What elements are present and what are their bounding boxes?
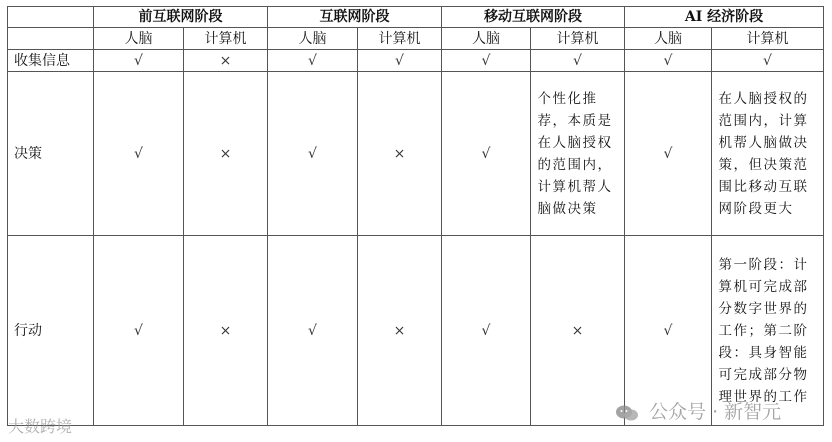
mark-cell: √ [442, 50, 531, 72]
mark-cell: × [531, 236, 625, 426]
mark-cell: √ [268, 50, 358, 72]
mark-cell: √ [358, 50, 442, 72]
text-cell [712, 72, 824, 236]
mark-cell: √ [531, 50, 625, 72]
corner-cell [8, 7, 94, 28]
mark-cell: × [184, 236, 268, 426]
stage-header: 移动互联网阶段 [442, 7, 625, 28]
stage-header: 前互联网阶段 [94, 7, 268, 28]
actor-header: 计算机 [531, 28, 625, 50]
mark-cell: √ [625, 50, 712, 72]
row-label: 收集信息 [8, 50, 94, 72]
mark-cell: √ [625, 236, 712, 426]
cell-paragraph: 第一阶段：计算机可完成部分数字世界的工作；第二阶段：具身智能可完成部分物理世界的工作 [718, 256, 809, 405]
watermark-left-text: 大数跨境 [8, 417, 73, 436]
mark-cell: √ [712, 50, 824, 72]
watermark-left [8, 414, 72, 437]
comparison-table [7, 6, 824, 426]
mark-cell: × [184, 50, 268, 72]
watermark-right-text: 公众号 · 新智元 [649, 401, 782, 423]
actor-header-row [8, 28, 824, 50]
actor-header: 人脑 [625, 28, 712, 50]
watermark-right [615, 397, 781, 424]
stage-header-row [8, 7, 824, 28]
cell-paragraph: 在人脑授权的范围内，计算机帮人脑做决策，但决策范围比移动互联网阶段更大 [718, 90, 809, 217]
stage-header: 互联网阶段 [268, 7, 442, 28]
mark-cell: √ [625, 72, 712, 236]
row-label: 决策 [8, 72, 94, 236]
actor-header: 计算机 [358, 28, 442, 50]
actor-header: 计算机 [184, 28, 268, 50]
mark-cell: √ [94, 50, 184, 72]
mark-cell: √ [442, 72, 531, 236]
table-row-collect [8, 50, 824, 72]
mark-cell: √ [442, 236, 531, 426]
mark-cell: × [358, 236, 442, 426]
actor-header: 人脑 [442, 28, 531, 50]
mark-cell: × [184, 72, 268, 236]
cell-paragraph: 个性化推荐，本质是在人脑授权的范围内，计算机帮人脑做决策 [537, 90, 613, 217]
wechat-icon [615, 404, 639, 422]
actor-header: 计算机 [712, 28, 824, 50]
mark-cell: × [358, 72, 442, 236]
mark-cell: √ [268, 72, 358, 236]
mark-cell: √ [268, 236, 358, 426]
stage-header: AI 经济阶段 [625, 7, 824, 28]
actor-header: 人脑 [268, 28, 358, 50]
actor-header: 人脑 [94, 28, 184, 50]
mark-cell: √ [94, 236, 184, 426]
mark-cell: √ [94, 72, 184, 236]
corner-cell [8, 28, 94, 50]
row-label: 行动 [8, 236, 94, 426]
text-cell [531, 72, 625, 236]
table-row-decide [8, 72, 824, 236]
